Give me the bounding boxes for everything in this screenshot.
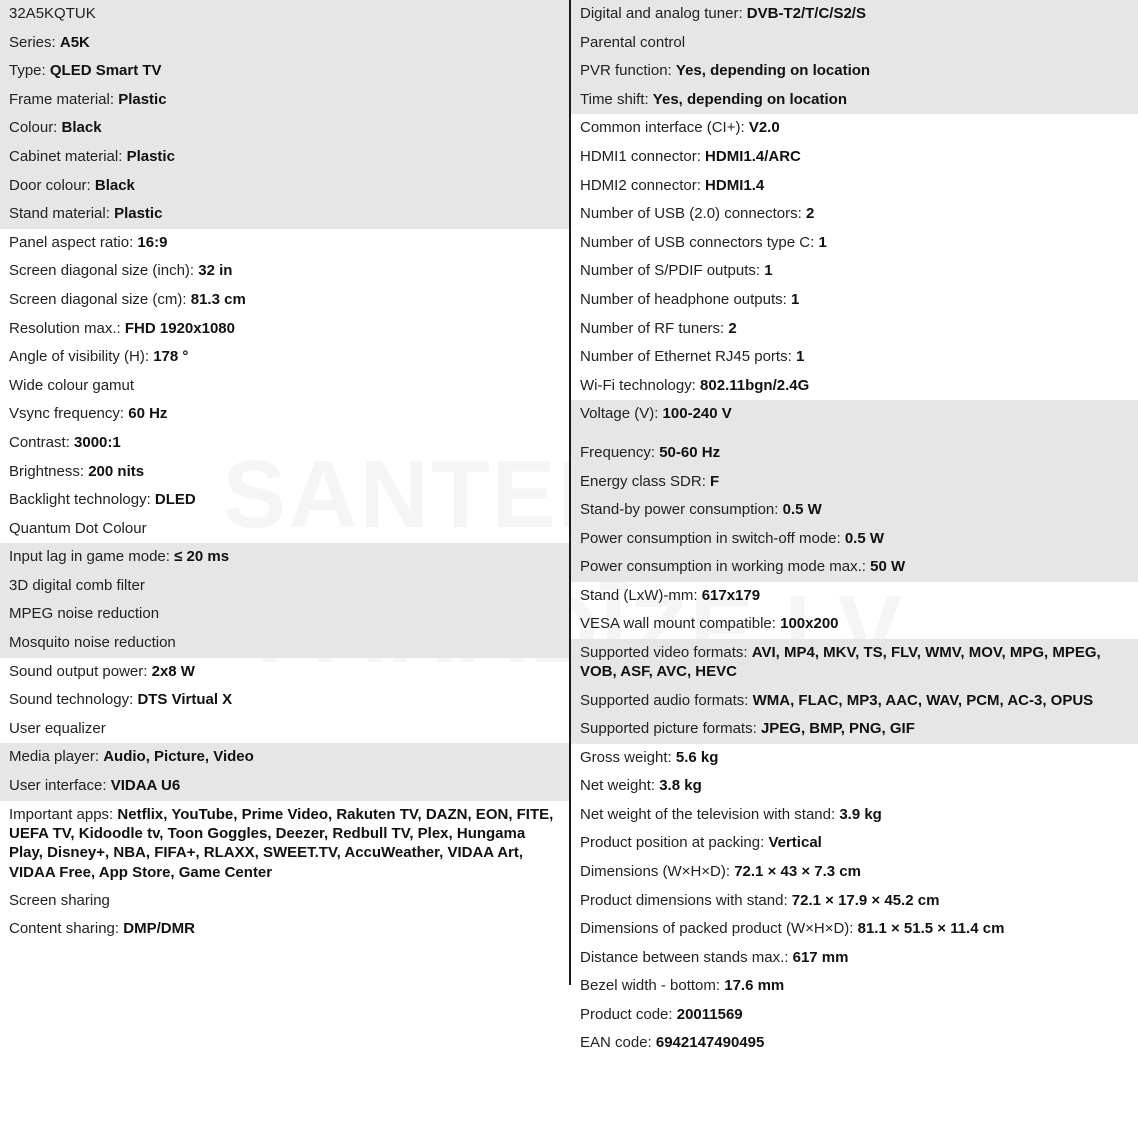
spec-row [9,57,557,86]
spec-section [571,114,1138,400]
spec-row [9,543,557,572]
spec-row [9,486,557,515]
spec-row [580,801,1126,830]
spec-row [580,86,1126,115]
spec-row [9,86,557,115]
spec-label: Screen sharing [9,891,110,909]
spec-value: 81.1 × 51.5 × 11.4 cm [857,920,1005,938]
spec-row [580,172,1126,201]
spec-label: Panel aspect ratio: [9,233,138,251]
spec-row [9,172,557,201]
spec-row [9,715,557,744]
spec-row [9,572,557,601]
spec-value: Yes, depending on location [652,90,847,108]
spec-label: Number of headphone outputs: [580,290,791,308]
spec-label: Backlight technology: [9,491,155,509]
spec-row [9,315,557,344]
spec-row [580,400,1126,429]
spec-value: 0.5 W [844,529,885,547]
spec-value: 1 [764,262,773,280]
spec-value: Plastic [114,205,163,223]
spec-label: Number of USB connectors type C: [580,233,819,251]
spec-row [580,57,1126,86]
spec-value: DLED [154,491,196,509]
spec-section [0,543,569,657]
spec-row [580,582,1126,611]
spec-value: DTS Virtual X [137,691,233,709]
spec-label: Net weight of the television with stand: [580,805,840,823]
spec-label: HDMI2 connector: [580,176,706,194]
spec-value: 3.9 kg [839,805,882,823]
spec-row [580,858,1126,887]
spec-label: Number of Ethernet RJ45 ports: [580,348,796,366]
spec-value: 1 [790,290,800,308]
spec-value: 2x8 W [151,662,195,680]
spec-value: HDMI1.4/ARC [705,147,801,165]
spec-row [9,801,557,887]
spec-row [580,468,1126,497]
spec-label: Mosquito noise reduction [9,634,176,652]
spec-row [580,0,1126,29]
spec-value: A5K [59,33,90,51]
spec-label: Series: [9,33,60,51]
spec-row [580,257,1126,286]
spec-label: Type: [9,62,50,80]
spec-row-spacer [580,429,1126,439]
spec-value: AVI, MP4, MKV, TS, FLV, WMV, MOV, MPG, MPEG, VOB, ASF, AVC, HEVC [580,644,1101,681]
spec-row [580,972,1126,1001]
spec-label: Angle of visibility (H): [9,348,154,366]
spec-row [580,496,1126,525]
spec-label: Distance between stands max.: [580,948,793,966]
spec-label: Content sharing: [9,920,124,938]
spec-label: Vsync frequency: [9,405,129,423]
spec-value: F [710,472,720,490]
spec-label: Parental control [580,33,686,51]
spec-value: HDMI1.4 [705,176,765,194]
spec-label: Product position at packing: [580,834,769,852]
spec-row [9,772,557,801]
spec-label: Quantum Dot Colour [9,519,147,537]
spec-label: Media player: [9,748,104,766]
spec-row [580,372,1126,401]
spec-label: Brightness: [9,462,89,480]
spec-row [9,400,557,429]
spec-label: Supported picture formats: [580,719,761,737]
spec-row [580,439,1126,468]
spec-value: Black [94,176,135,194]
spec-value: 100-240 V [662,405,732,423]
spec-value: 81.3 cm [190,290,246,308]
spec-label: Sound technology: [9,691,138,709]
spec-label: VESA wall mount compatible: [580,615,781,633]
spec-row [9,658,557,687]
spec-label: User interface: [9,777,111,795]
spec-column-right [571,0,1138,1058]
spec-label: Screen diagonal size (cm): [9,290,191,308]
spec-label: Supported video formats: [580,644,752,662]
spec-label: Supported audio formats: [580,691,753,709]
spec-label: Number of RF tuners: [580,319,729,337]
spec-value: 200 nits [88,462,145,480]
spec-row [580,553,1126,582]
spec-label: Resolution max.: [9,319,125,337]
spec-section [0,801,569,944]
spec-label: Input lag in game mode: [9,548,175,566]
spec-row [9,229,557,258]
spec-row [580,944,1126,973]
spec-row [9,600,557,629]
spec-value: 16:9 [137,233,168,251]
spec-label: Dimensions (W×H×D): [580,862,735,880]
spec-value: ≤ 20 ms [174,548,230,566]
spec-label: 3D digital comb filter [9,576,145,594]
spec-value: 20011569 [676,1005,743,1023]
spec-label: Power consumption in working mode max.: [580,558,871,576]
spec-row [580,715,1126,744]
spec-row [9,286,557,315]
spec-section [0,0,569,229]
spec-value: DVB-T2/T/C/S2/S [746,5,866,22]
spec-value: 617 mm [792,948,849,966]
spec-row [9,257,557,286]
spec-value: Vertical [768,834,822,852]
spec-value: 60 Hz [128,405,168,423]
spec-value: FHD 1920x1080 [124,319,235,337]
spec-section [0,229,569,544]
spec-label: MPEG noise reduction [9,605,160,623]
spec-label: Product code: [580,1005,677,1023]
spec-row [9,343,557,372]
spec-value: 72.1 × 43 × 7.3 cm [734,862,861,880]
spec-label: Frequency: [580,443,660,461]
spec-value: DMP/DMR [123,920,195,938]
spec-label: Time shift: [580,90,653,108]
spec-label: Dimensions of packed product (W×H×D): [580,920,858,938]
spec-value: V2.0 [748,119,780,137]
spec-value: 50-60 Hz [659,443,721,461]
spec-label: Important apps: [9,805,118,823]
spec-row [9,0,557,29]
spec-row [9,429,557,458]
spec-row [580,887,1126,916]
spec-row [580,143,1126,172]
spec-value: 802.11bgn/2.4G [700,376,810,394]
spec-label: Screen diagonal size (inch): [9,262,199,280]
spec-section [571,0,1138,114]
spec-row [580,829,1126,858]
spec-value: 32 in [198,262,233,280]
spec-value: Yes, depending on location [675,62,871,80]
spec-value: JPEG, BMP, PNG, GIF [760,719,915,737]
spec-label: PVR function: [580,62,676,80]
spec-row [580,525,1126,554]
spec-label: Energy class SDR: [580,472,711,490]
spec-row [9,686,557,715]
spec-value: VIDAA U6 [110,777,181,795]
spec-row [9,458,557,487]
spec-label: Stand (LxW)-mm: [580,586,702,604]
spec-row [9,143,557,172]
spec-row [580,286,1126,315]
spec-label: Power consumption in switch-off mode: [580,529,845,547]
spec-label: EAN code: [580,1034,656,1052]
spec-label: Contrast: [9,433,75,451]
spec-label: Wi-Fi technology: [580,376,701,394]
spec-label: User equalizer [9,719,106,737]
spec-section [571,744,1138,1059]
spec-value: 3.8 kg [659,777,702,795]
spec-value: 617x179 [701,586,761,604]
spec-value: Plastic [126,147,175,165]
spec-row [580,1029,1126,1058]
spec-row [9,629,557,658]
spec-value: 1 [818,233,827,251]
spec-value: QLED Smart TV [49,62,162,80]
spec-label: Stand material: [9,205,115,223]
spec-value: Netflix, YouTube, Prime Video, Rakuten TV, DAZN, EON, FITE, UEFA TV, Kidoodle tv, Toon Goggles, Deezer, Redbull TV, Plex, Hungama Play, Disney+, NBA, FIFA+, RLAXX, SWEET.TV, AccuWeather, VIDAA Art, VIDAA Free, App Store, Game Center [9,805,554,881]
spec-section [0,743,569,800]
spec-label: Stand-by power consumption: [580,501,783,519]
spec-row [9,515,557,544]
spec-row [580,744,1126,773]
spec-label: 32A5KQTUK [9,5,96,22]
spec-label: Wide colour gamut [9,376,135,394]
spec-label: Bezel width - bottom: [580,977,725,995]
spec-row [580,1001,1126,1030]
spec-column-left [0,0,569,944]
spec-row [9,114,557,143]
spec-value: Black [61,119,102,137]
spec-row [9,372,557,401]
spec-row [580,229,1126,258]
spec-value: 178 ° [153,348,189,366]
spec-value: 5.6 kg [675,748,719,766]
spec-label: Door colour: [9,176,95,194]
spec-row [9,200,557,229]
spec-value: Audio, Picture, Video [103,748,254,766]
spec-row [580,315,1126,344]
spec-row [580,687,1126,715]
spec-label: Product dimensions with stand: [580,891,792,909]
spec-value: 50 W [870,558,906,576]
spec-section [571,639,1138,743]
spec-value: 0.5 W [782,501,822,519]
spec-row [580,610,1126,639]
spec-row [580,915,1126,944]
spec-label: Sound output power: [9,662,152,680]
spec-row [9,29,557,58]
spec-label: Frame material: [9,90,119,108]
spec-label: Digital and analog tuner: [580,5,747,22]
spec-row [580,772,1126,801]
spec-value: 72.1 × 17.9 × 45.2 cm [791,891,940,909]
spec-row [580,200,1126,229]
spec-value: 2 [805,205,815,223]
spec-label: HDMI1 connector: [580,147,706,165]
spec-label: Common interface (CI+): [580,119,749,137]
spec-value: WMA, FLAC, MP3, AAC, WAV, PCM, AC-3, OPUS [752,691,1094,709]
spec-row [580,29,1126,58]
spec-row [580,114,1126,143]
spec-row [9,915,557,944]
spec-section [571,400,1138,582]
spec-value: 6942147490495 [655,1034,765,1052]
spec-row [580,343,1126,372]
spec-row [9,743,557,772]
spec-value: 2 [728,319,737,337]
spec-label: Voltage (V): [580,405,663,423]
spec-value: 17.6 mm [724,977,785,995]
spec-label: Number of S/PDIF outputs: [580,262,765,280]
spec-row [9,887,557,916]
spec-value: 1 [795,348,805,366]
spec-value: Plastic [118,90,167,108]
spec-value: 3000:1 [74,433,121,451]
spec-value: 100x200 [780,615,839,633]
spec-row [580,639,1126,687]
spec-section [0,658,569,744]
spec-label: Colour: [9,119,62,137]
spec-label: Gross weight: [580,748,676,766]
spec-label: Number of USB (2.0) connectors: [580,205,806,223]
spec-label: Net weight: [580,777,660,795]
spec-label: Cabinet material: [9,147,127,165]
spec-section [571,582,1138,639]
